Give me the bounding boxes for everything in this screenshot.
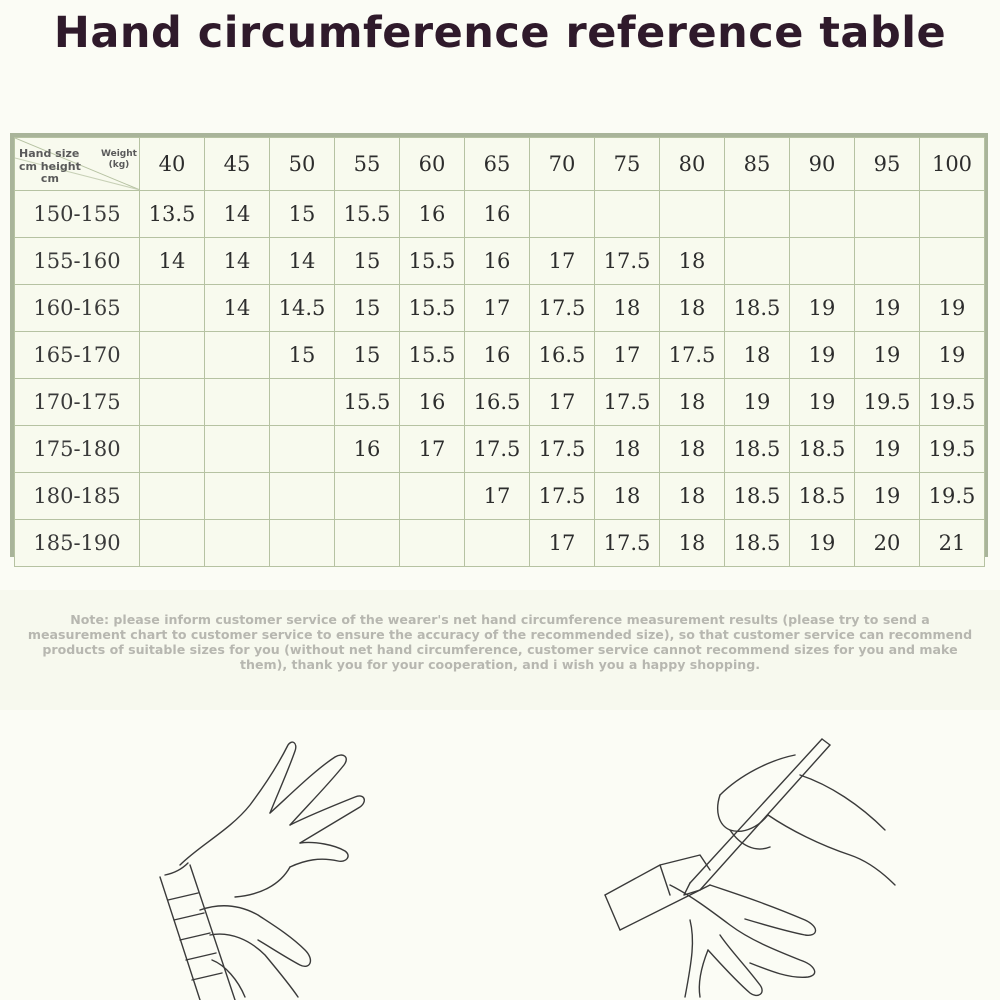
hand-marking-pen-icon <box>600 735 900 1000</box>
size-value-cell: 17 <box>530 379 595 426</box>
size-value-cell: 14 <box>270 238 335 285</box>
header-row <box>15 138 985 191</box>
size-value-cell: 16 <box>335 426 400 473</box>
size-value-cell: 16 <box>465 191 530 238</box>
size-value-cell <box>140 473 205 520</box>
size-value-cell: 18 <box>595 285 660 332</box>
size-value-cell: 15 <box>335 238 400 285</box>
weight-header-cell: 80 <box>660 138 725 191</box>
size-value-cell: 19 <box>855 285 920 332</box>
size-value-cell: 18 <box>660 473 725 520</box>
size-value-cell <box>335 473 400 520</box>
size-value-cell: 19 <box>855 332 920 379</box>
size-value-cell: 13.5 <box>140 191 205 238</box>
weight-header-cell: 95 <box>855 138 920 191</box>
size-value-cell <box>140 426 205 473</box>
size-value-cell: 17.5 <box>595 238 660 285</box>
size-value-cell: 18.5 <box>790 473 855 520</box>
weight-header-cell: 60 <box>400 138 465 191</box>
corner-weight-line1: Weight <box>101 149 137 159</box>
size-value-cell <box>660 191 725 238</box>
size-value-cell: 14 <box>205 238 270 285</box>
height-range-cell: 175-180 <box>15 426 140 473</box>
size-value-cell: 18 <box>595 426 660 473</box>
size-value-cell: 18 <box>660 285 725 332</box>
size-value-cell <box>270 426 335 473</box>
size-table-frame <box>10 133 988 557</box>
size-value-cell: 18 <box>660 238 725 285</box>
size-value-cell <box>790 238 855 285</box>
size-value-cell <box>205 426 270 473</box>
size-value-cell: 19.5 <box>920 473 985 520</box>
size-value-cell: 20 <box>855 520 920 567</box>
corner-height-label <box>19 161 81 185</box>
size-value-cell <box>400 473 465 520</box>
size-value-cell: 15 <box>270 191 335 238</box>
size-value-cell: 17.5 <box>465 426 530 473</box>
size-value-cell: 17.5 <box>530 473 595 520</box>
weight-header-cell: 85 <box>725 138 790 191</box>
size-value-cell: 15 <box>335 332 400 379</box>
weight-header-cell: 75 <box>595 138 660 191</box>
corner-hand-size-label: Hand size <box>19 147 80 160</box>
height-range-cell: 180-185 <box>15 473 140 520</box>
size-value-cell: 15 <box>270 332 335 379</box>
size-value-cell: 18.5 <box>725 285 790 332</box>
size-value-cell: 14 <box>205 285 270 332</box>
size-value-cell: 18.5 <box>725 520 790 567</box>
size-value-cell <box>140 520 205 567</box>
size-value-cell <box>855 238 920 285</box>
weight-header-cell: 100 <box>920 138 985 191</box>
size-value-cell: 17 <box>530 238 595 285</box>
size-value-cell: 18 <box>660 426 725 473</box>
size-value-cell <box>725 238 790 285</box>
size-value-cell: 15.5 <box>400 332 465 379</box>
weight-header-cell: 45 <box>205 138 270 191</box>
size-value-cell: 14.5 <box>270 285 335 332</box>
weight-header-cell: 50 <box>270 138 335 191</box>
size-value-cell <box>140 379 205 426</box>
size-value-cell: 17 <box>595 332 660 379</box>
table-row <box>15 426 985 473</box>
weight-header-cell: 70 <box>530 138 595 191</box>
size-value-cell: 17.5 <box>595 379 660 426</box>
size-value-cell: 18 <box>660 520 725 567</box>
size-value-cell <box>920 238 985 285</box>
size-value-cell: 19 <box>790 379 855 426</box>
table-row <box>15 473 985 520</box>
size-value-cell: 17.5 <box>530 426 595 473</box>
size-value-cell: 16.5 <box>465 379 530 426</box>
size-value-cell: 16.5 <box>530 332 595 379</box>
size-value-cell: 21 <box>920 520 985 567</box>
size-value-cell: 18.5 <box>725 473 790 520</box>
size-value-cell: 19 <box>855 426 920 473</box>
weight-header-cell: 90 <box>790 138 855 191</box>
size-value-cell: 19 <box>790 332 855 379</box>
corner-weight-line2: (kg) <box>108 160 130 170</box>
corner-height-line1: cm height <box>19 160 81 173</box>
size-value-cell: 19 <box>790 285 855 332</box>
size-value-cell: 16 <box>400 379 465 426</box>
size-value-cell: 19.5 <box>920 426 985 473</box>
size-value-cell: 19.5 <box>855 379 920 426</box>
height-range-cell: 185-190 <box>15 520 140 567</box>
size-value-cell: 18.5 <box>790 426 855 473</box>
size-value-cell: 17 <box>465 285 530 332</box>
weight-header-cell: 40 <box>140 138 205 191</box>
size-value-cell: 17 <box>465 473 530 520</box>
size-value-cell <box>205 332 270 379</box>
size-value-cell: 19 <box>920 285 985 332</box>
height-range-cell: 165-170 <box>15 332 140 379</box>
size-value-cell: 14 <box>140 238 205 285</box>
size-value-cell <box>270 473 335 520</box>
height-range-cell: 170-175 <box>15 379 140 426</box>
size-value-cell <box>855 191 920 238</box>
size-value-cell <box>270 520 335 567</box>
note-text: Note: please inform customer service of the wearer's net hand circumference measurement results (please try to send a measurement chart to customer service to ensure the accuracy of the recommended size), so that customer service can recommend products of suitable sizes for you (without net hand circumference, customer service cannot recommend sizes for you and make them), thank you for your cooperation, and i wish you a happy shopping. <box>27 612 973 672</box>
table-row <box>15 191 985 238</box>
corner-weight-label <box>101 149 137 171</box>
size-value-cell: 15 <box>335 285 400 332</box>
size-value-cell <box>595 191 660 238</box>
weight-header-cell: 65 <box>465 138 530 191</box>
size-value-cell <box>205 473 270 520</box>
table-row <box>15 379 985 426</box>
size-value-cell <box>400 520 465 567</box>
size-value-cell <box>920 191 985 238</box>
table-row <box>15 285 985 332</box>
size-value-cell: 19 <box>725 379 790 426</box>
corner-header-cell <box>15 138 140 191</box>
size-value-cell <box>205 379 270 426</box>
size-value-cell: 18 <box>595 473 660 520</box>
size-value-cell: 17.5 <box>595 520 660 567</box>
height-range-cell: 150-155 <box>15 191 140 238</box>
size-value-cell <box>790 191 855 238</box>
size-value-cell: 19 <box>790 520 855 567</box>
size-value-cell: 16 <box>465 238 530 285</box>
size-value-cell <box>465 520 530 567</box>
height-range-cell: 160-165 <box>15 285 140 332</box>
size-value-cell: 18.5 <box>725 426 790 473</box>
size-value-cell: 15.5 <box>400 238 465 285</box>
size-value-cell: 14 <box>205 191 270 238</box>
size-value-cell <box>270 379 335 426</box>
size-value-cell <box>530 191 595 238</box>
height-range-cell: 155-160 <box>15 238 140 285</box>
size-value-cell <box>725 191 790 238</box>
table-row <box>15 332 985 379</box>
size-value-cell: 19 <box>855 473 920 520</box>
page-title: Hand circumference reference table <box>53 8 947 58</box>
size-value-cell: 16 <box>400 191 465 238</box>
size-value-cell: 15.5 <box>400 285 465 332</box>
size-value-cell: 17.5 <box>530 285 595 332</box>
size-value-cell: 17 <box>530 520 595 567</box>
size-value-cell: 16 <box>465 332 530 379</box>
weight-header-cell: 55 <box>335 138 400 191</box>
size-value-cell <box>140 332 205 379</box>
size-value-cell: 15.5 <box>335 379 400 426</box>
size-value-cell: 19.5 <box>920 379 985 426</box>
size-value-cell: 17 <box>400 426 465 473</box>
size-value-cell: 15.5 <box>335 191 400 238</box>
size-value-cell: 17.5 <box>660 332 725 379</box>
size-value-cell: 18 <box>660 379 725 426</box>
corner-height-line2: cm <box>40 172 59 185</box>
table-row <box>15 520 985 567</box>
size-value-cell: 18 <box>725 332 790 379</box>
size-value-cell <box>205 520 270 567</box>
size-value-cell: 19 <box>920 332 985 379</box>
hand-measuring-tape-icon <box>140 735 390 1000</box>
size-value-cell <box>140 285 205 332</box>
table-row <box>15 238 985 285</box>
size-table <box>14 137 985 567</box>
size-value-cell <box>335 520 400 567</box>
